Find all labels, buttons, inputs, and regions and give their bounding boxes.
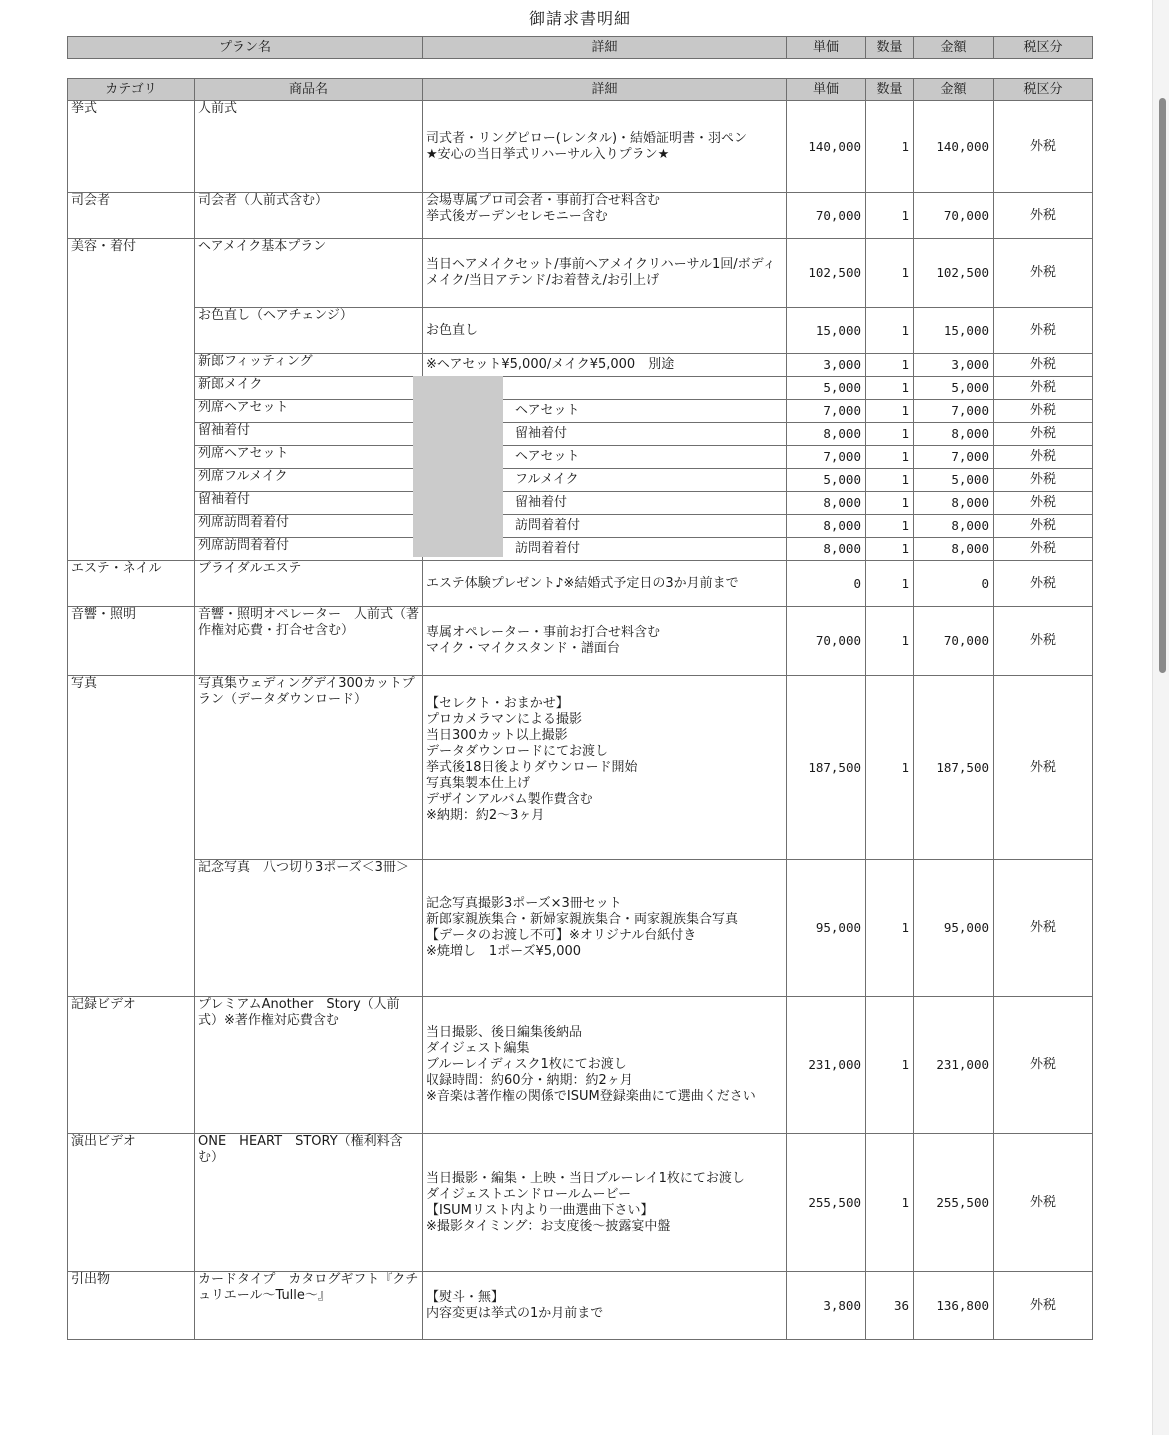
row-tax-type: 外税 bbox=[994, 239, 1093, 308]
table-row bbox=[68, 997, 1093, 1134]
row-amount: 7,000 bbox=[914, 446, 994, 469]
row-tax-type: 外税 bbox=[994, 308, 1093, 354]
table-row bbox=[68, 239, 1093, 308]
table-row bbox=[68, 1134, 1093, 1272]
row-quantity: 1 bbox=[866, 308, 914, 354]
row-detail: フルメイク bbox=[423, 469, 787, 492]
row-tax-type: 外税 bbox=[994, 676, 1093, 860]
row-unit-price: 7,000 bbox=[787, 446, 866, 469]
row-quantity: 1 bbox=[866, 400, 914, 423]
page-title: 御請求書明細 bbox=[528, 9, 631, 28]
row-detail: 留袖着付 bbox=[423, 423, 787, 446]
row-amount: 231,000 bbox=[914, 997, 994, 1134]
row-category bbox=[68, 354, 195, 377]
row-amount: 136,800 bbox=[914, 1272, 994, 1340]
col-detail: 詳細 bbox=[423, 79, 787, 101]
row-quantity: 1 bbox=[866, 354, 914, 377]
row-tax-type: 外税 bbox=[994, 354, 1093, 377]
detail-header-row bbox=[68, 79, 1093, 101]
table-row bbox=[68, 607, 1093, 676]
col-tax-type: 税区分 bbox=[994, 79, 1093, 101]
row-tax-type: 外税 bbox=[994, 193, 1093, 239]
row-item-name: 留袖着付 bbox=[195, 492, 423, 515]
table-row bbox=[68, 561, 1093, 607]
row-unit-price: 255,500 bbox=[787, 1134, 866, 1272]
row-amount: 95,000 bbox=[914, 860, 994, 997]
row-detail: ヘアセット bbox=[423, 400, 787, 423]
row-quantity: 36 bbox=[866, 1272, 914, 1340]
row-tax-type: 外税 bbox=[994, 423, 1093, 446]
row-category bbox=[68, 446, 195, 469]
detail-table bbox=[67, 78, 1093, 1340]
row-category bbox=[68, 515, 195, 538]
row-quantity: 1 bbox=[866, 469, 914, 492]
row-amount: 7,000 bbox=[914, 400, 994, 423]
row-unit-price: 140,000 bbox=[787, 101, 866, 193]
col-detail: 詳細 bbox=[423, 37, 787, 59]
row-unit-price: 231,000 bbox=[787, 997, 866, 1134]
row-category bbox=[68, 377, 195, 400]
row-item-name: ブライダルエステ bbox=[195, 561, 423, 607]
row-amount: 70,000 bbox=[914, 607, 994, 676]
row-item-name: お色直し（ヘアチェンジ） bbox=[195, 308, 423, 354]
row-quantity: 1 bbox=[866, 515, 914, 538]
row-detail: 【セレクト・おまかせ】 プロカメラマンによる撮影 当日300カット以上撮影 データダウンロードにてお渡し 挙式後18日後よりダウンロード開始 写真集製本仕上げ デザインアルバム製作費含む ※納期：約2～3ヶ月 bbox=[423, 676, 787, 860]
row-detail: ※ヘアセット¥5,000/メイク¥5,000 別途 bbox=[423, 354, 787, 377]
row-amount: 187,500 bbox=[914, 676, 994, 860]
row-detail: 留袖着付 bbox=[423, 492, 787, 515]
row-unit-price: 70,000 bbox=[787, 193, 866, 239]
row-unit-price: 3,800 bbox=[787, 1272, 866, 1340]
row-amount: 70,000 bbox=[914, 193, 994, 239]
row-tax-type: 外税 bbox=[994, 607, 1093, 676]
row-category bbox=[68, 400, 195, 423]
row-tax-type: 外税 bbox=[994, 400, 1093, 423]
row-amount: 15,000 bbox=[914, 308, 994, 354]
row-quantity: 1 bbox=[866, 446, 914, 469]
row-unit-price: 15,000 bbox=[787, 308, 866, 354]
table-row bbox=[68, 193, 1093, 239]
col-category: カテゴリ bbox=[68, 79, 195, 101]
row-tax-type: 外税 bbox=[994, 377, 1093, 400]
row-item-name: 列席ヘアセット bbox=[195, 446, 423, 469]
row-quantity: 1 bbox=[866, 561, 914, 607]
table-row bbox=[68, 446, 1093, 469]
row-tax-type: 外税 bbox=[994, 492, 1093, 515]
scrollbar-track[interactable] bbox=[1152, 0, 1169, 1435]
row-unit-price: 7,000 bbox=[787, 400, 866, 423]
row-tax-type: 外税 bbox=[994, 469, 1093, 492]
row-item-name: 人前式 bbox=[195, 101, 423, 193]
row-amount: 8,000 bbox=[914, 423, 994, 446]
row-category bbox=[68, 423, 195, 446]
row-detail: 【熨斗・無】 内容変更は挙式の1か月前まで bbox=[423, 1272, 787, 1340]
row-item-name: 新郎メイク bbox=[195, 377, 423, 400]
row-amount: 255,500 bbox=[914, 1134, 994, 1272]
row-tax-type: 外税 bbox=[994, 101, 1093, 193]
row-detail: 当日ヘアメイクセット/事前ヘアメイクリハーサル1回/ボディメイク/当日アテンド/お着替え/お引上げ bbox=[423, 239, 787, 308]
row-item-name: 写真集ウェディングデイ300カットプラン（データダウンロード） bbox=[195, 676, 423, 860]
row-category bbox=[68, 860, 195, 997]
col-quantity: 数量 bbox=[866, 37, 914, 59]
row-unit-price: 187,500 bbox=[787, 676, 866, 860]
row-category: 美容・着付 bbox=[68, 239, 195, 308]
row-detail: 会場専属プロ司会者・事前打合せ料含む 挙式後ガーデンセレモニー含む bbox=[423, 193, 787, 239]
row-detail: 司式者・リングピロー(レンタル)・結婚証明書・羽ペン ★安心の当日挙式リハーサル入りプラン★ bbox=[423, 101, 787, 193]
table-row bbox=[68, 860, 1093, 997]
row-unit-price: 5,000 bbox=[787, 469, 866, 492]
table-row bbox=[68, 101, 1093, 193]
row-quantity: 1 bbox=[866, 860, 914, 997]
row-detail: 当日撮影、後日編集後納品 ダイジェスト編集 ブルーレイディスク1枚にてお渡し 収録時間：約60分・納期：約2ヶ月 ※音楽は著作権の関係でISUM登録楽曲にて選曲ください bbox=[423, 997, 787, 1134]
row-detail: エステ体験プレゼント♪※結婚式予定日の3か月前まで bbox=[423, 561, 787, 607]
row-tax-type: 外税 bbox=[994, 1272, 1093, 1340]
row-quantity: 1 bbox=[866, 1134, 914, 1272]
row-amount: 102,500 bbox=[914, 239, 994, 308]
row-quantity: 1 bbox=[866, 492, 914, 515]
row-item-name: プレミアムAnother Story（人前式）※著作権対応費含む bbox=[195, 997, 423, 1134]
row-quantity: 1 bbox=[866, 377, 914, 400]
row-category bbox=[68, 492, 195, 515]
row-detail: 当日撮影・編集・上映・当日ブルーレイ1枚にてお渡し ダイジェストエンドロールムービー 【ISUMリスト内より一曲選曲下さい】 ※撮影タイミング：お支度後～披露宴中盤 bbox=[423, 1134, 787, 1272]
row-amount: 0 bbox=[914, 561, 994, 607]
table-row bbox=[68, 469, 1093, 492]
row-quantity: 1 bbox=[866, 239, 914, 308]
row-category bbox=[68, 538, 195, 561]
table-row bbox=[68, 538, 1093, 561]
row-tax-type: 外税 bbox=[994, 446, 1093, 469]
col-amount: 金額 bbox=[914, 79, 994, 101]
row-unit-price: 8,000 bbox=[787, 423, 866, 446]
redaction-box bbox=[413, 376, 503, 557]
row-item-name: カードタイプ カタログギフト『クチュリエール～Tulle～』 bbox=[195, 1272, 423, 1340]
col-plan-name: プラン名 bbox=[68, 37, 423, 59]
table-row bbox=[68, 377, 1093, 400]
row-unit-price: 70,000 bbox=[787, 607, 866, 676]
plan-header-row bbox=[68, 37, 1093, 59]
table-row bbox=[68, 515, 1093, 538]
row-category: エステ・ネイル bbox=[68, 561, 195, 607]
row-category: 引出物 bbox=[68, 1272, 195, 1340]
row-item-name: ONE HEART STORY（権利料含む） bbox=[195, 1134, 423, 1272]
row-item-name: 列席訪問着着付 bbox=[195, 538, 423, 561]
row-amount: 5,000 bbox=[914, 469, 994, 492]
row-item-name: 列席フルメイク bbox=[195, 469, 423, 492]
row-unit-price: 8,000 bbox=[787, 492, 866, 515]
row-quantity: 1 bbox=[866, 423, 914, 446]
row-tax-type: 外税 bbox=[994, 997, 1093, 1134]
table-row bbox=[68, 423, 1093, 446]
col-unit-price: 単価 bbox=[787, 37, 866, 59]
row-quantity: 1 bbox=[866, 101, 914, 193]
row-tax-type: 外税 bbox=[994, 860, 1093, 997]
table-row bbox=[68, 400, 1093, 423]
row-quantity: 1 bbox=[866, 997, 914, 1134]
row-item-name: 司会者（人前式含む） bbox=[195, 193, 423, 239]
table-row bbox=[68, 492, 1093, 515]
row-unit-price: 5,000 bbox=[787, 377, 866, 400]
row-item-name: 留袖着付 bbox=[195, 423, 423, 446]
row-quantity: 1 bbox=[866, 676, 914, 860]
row-quantity: 1 bbox=[866, 193, 914, 239]
col-amount: 金額 bbox=[914, 37, 994, 59]
row-item-name: 記念写真 八つ切り3ポーズ＜3冊＞ bbox=[195, 860, 423, 997]
scrollbar-thumb[interactable] bbox=[1159, 98, 1166, 673]
row-unit-price: 3,000 bbox=[787, 354, 866, 377]
row-unit-price: 8,000 bbox=[787, 515, 866, 538]
row-unit-price: 95,000 bbox=[787, 860, 866, 997]
table-row bbox=[68, 308, 1093, 354]
row-amount: 5,000 bbox=[914, 377, 994, 400]
row-quantity: 1 bbox=[866, 607, 914, 676]
row-detail: 専属オペレーター・事前お打合せ料含む マイク・マイクスタンド・譜面台 bbox=[423, 607, 787, 676]
table-row bbox=[68, 1272, 1093, 1340]
row-detail: お色直し bbox=[423, 308, 787, 354]
row-item-name: ヘアメイク基本プラン bbox=[195, 239, 423, 308]
row-detail: 訪問着着付 bbox=[423, 538, 787, 561]
row-tax-type: 外税 bbox=[994, 561, 1093, 607]
row-amount: 8,000 bbox=[914, 515, 994, 538]
row-category: 司会者 bbox=[68, 193, 195, 239]
row-item-name: 新郎フィッティング bbox=[195, 354, 423, 377]
row-unit-price: 0 bbox=[787, 561, 866, 607]
row-amount: 3,000 bbox=[914, 354, 994, 377]
col-tax-type: 税区分 bbox=[994, 37, 1093, 59]
row-unit-price: 102,500 bbox=[787, 239, 866, 308]
row-item-name: 列席ヘアセット bbox=[195, 400, 423, 423]
row-amount: 8,000 bbox=[914, 538, 994, 561]
row-quantity: 1 bbox=[866, 538, 914, 561]
col-item-name: 商品名 bbox=[195, 79, 423, 101]
table-row bbox=[68, 676, 1093, 860]
row-detail: ヘアセット bbox=[423, 446, 787, 469]
row-tax-type: 外税 bbox=[994, 515, 1093, 538]
row-category: 写真 bbox=[68, 676, 195, 860]
row-item-name: 音響・照明オペレーター 人前式（著作権対応費・打合せ含む） bbox=[195, 607, 423, 676]
row-tax-type: 外税 bbox=[994, 1134, 1093, 1272]
table-row bbox=[68, 354, 1093, 377]
row-item-name: 列席訪問着着付 bbox=[195, 515, 423, 538]
row-category bbox=[68, 469, 195, 492]
row-category: 挙式 bbox=[68, 101, 195, 193]
row-tax-type: 外税 bbox=[994, 538, 1093, 561]
row-unit-price: 8,000 bbox=[787, 538, 866, 561]
row-category: 音響・照明 bbox=[68, 607, 195, 676]
row-amount: 8,000 bbox=[914, 492, 994, 515]
row-detail: 訪問着着付 bbox=[423, 515, 787, 538]
col-unit-price: 単価 bbox=[787, 79, 866, 101]
row-category: 記録ビデオ bbox=[68, 997, 195, 1134]
row-detail: 記念写真撮影3ポーズ×3冊セット 新郎家親族集合・新婦家親族集合・両家親族集合写真 【データのお渡し不可】※オリジナル台紙付き ※焼増し 1ポーズ¥5,000 bbox=[423, 860, 787, 997]
plan-table bbox=[67, 36, 1093, 59]
col-quantity: 数量 bbox=[866, 79, 914, 101]
row-category: 演出ビデオ bbox=[68, 1134, 195, 1272]
row-amount: 140,000 bbox=[914, 101, 994, 193]
row-category bbox=[68, 308, 195, 354]
